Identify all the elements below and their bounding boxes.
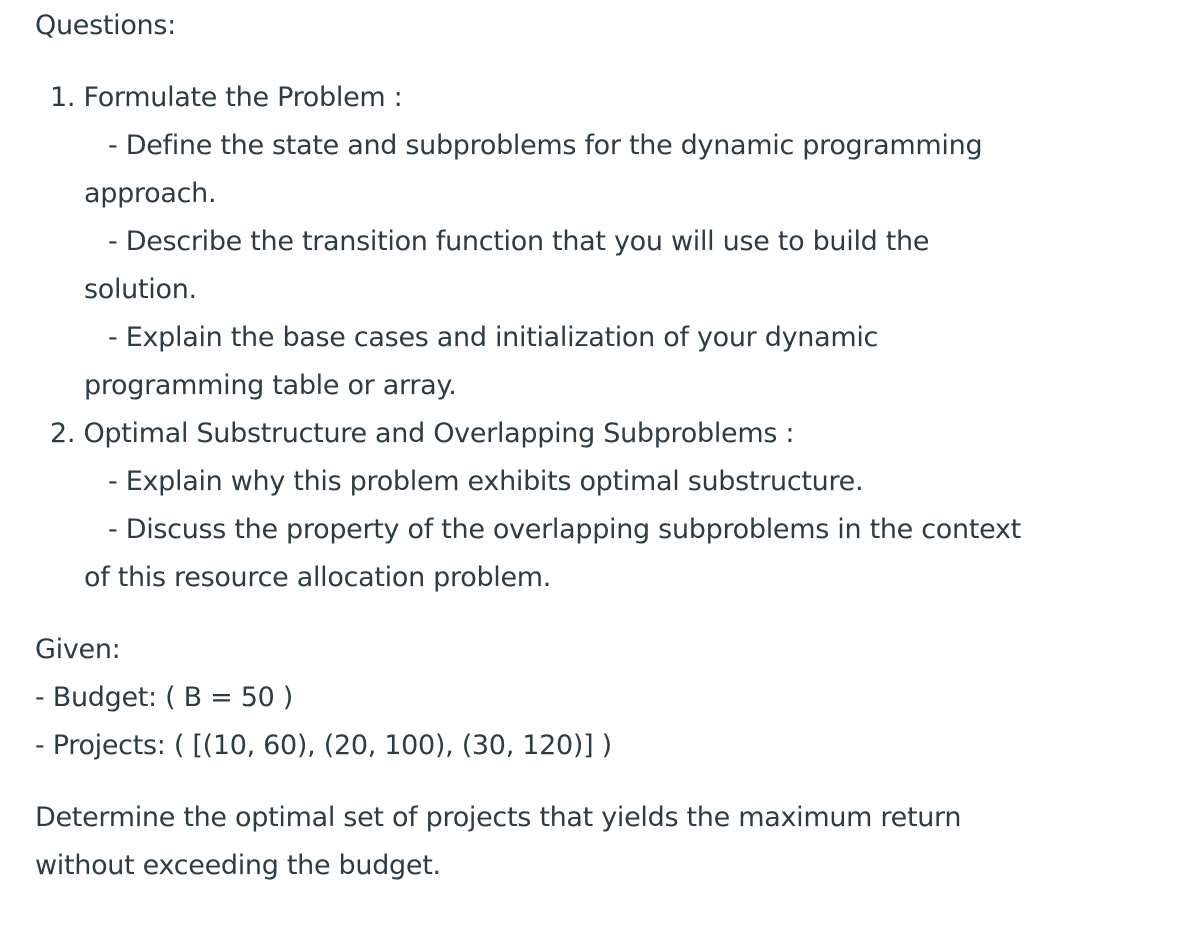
question-2-point-2-continued: of this resource allocation problem. [84, 562, 552, 593]
question-1-point-2-continued: solution. [84, 274, 197, 305]
question-2-title: 2. Optimal Substructure and Overlapping Subproblems : [50, 418, 795, 449]
question-2-point-1: - Explain why this problem exhibits optimal substructure. [108, 466, 864, 497]
given-projects: - Projects: ( [(10, 60), (20, 100), (30, 120)] ) [35, 730, 612, 761]
given-heading: Given: [35, 634, 121, 665]
question-1-point-2: - Describe the transition function that you will use to build the [108, 226, 930, 257]
question-1-point-3: - Explain the base cases and initialization of your dynamic [108, 322, 879, 353]
question-1-point-3-continued: programming table or array. [84, 370, 457, 401]
question-1-title: 1. Formulate the Problem : [50, 82, 403, 113]
question-2-point-2: - Discuss the property of the overlapping subproblems in the context [108, 514, 1021, 545]
given-budget: - Budget: ( B = 50 ) [35, 682, 294, 713]
task-line-1: Determine the optimal set of projects that yields the maximum return [35, 802, 962, 833]
question-1-point-1-continued: approach. [84, 178, 217, 209]
question-1-point-1: - Define the state and subproblems for the dynamic programming [108, 130, 983, 161]
task-line-2: without exceeding the budget. [35, 850, 441, 881]
questions-heading: Questions: [35, 10, 176, 41]
